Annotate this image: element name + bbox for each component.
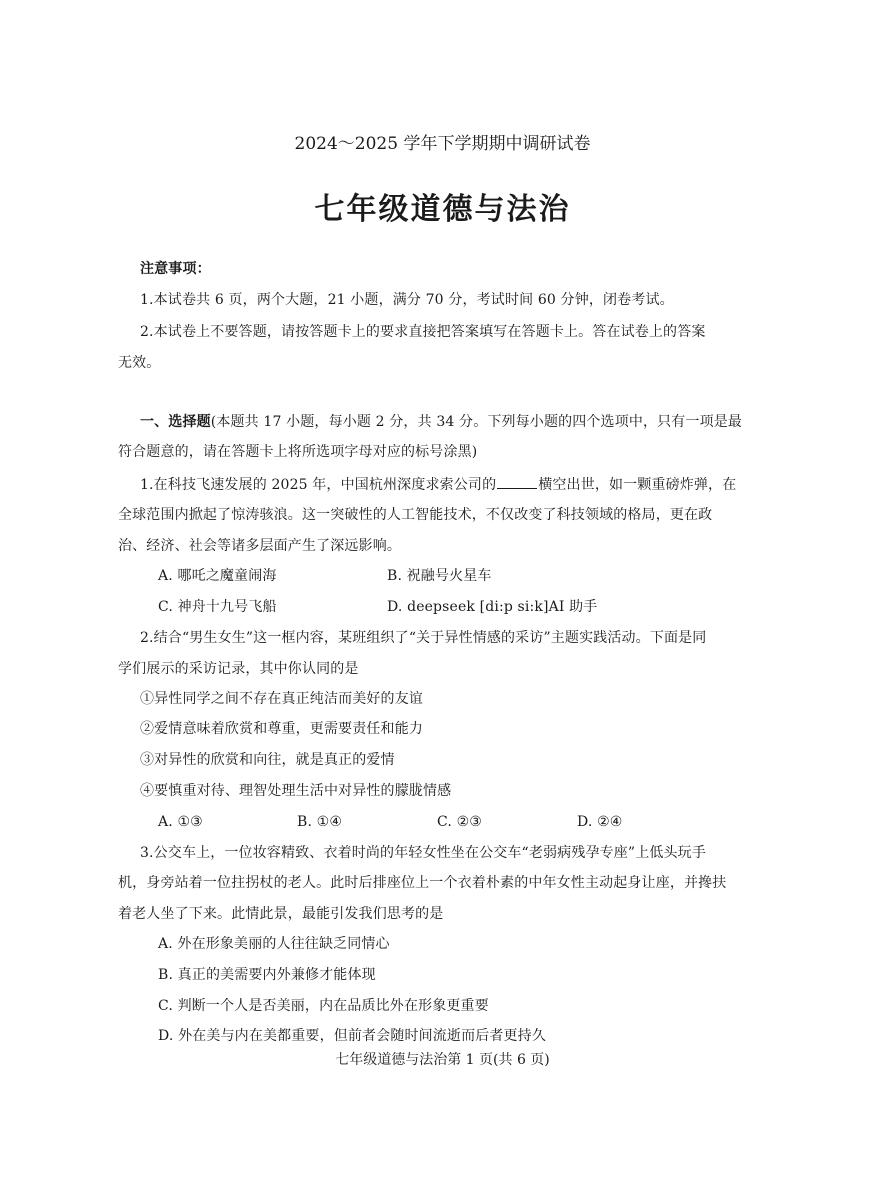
- section-1-instructions: (本题共 17 小题，每小题 2 分，共 34 分。下列每小题的四个选项中，只有一项是最: [210, 414, 743, 430]
- q2-option-a: A. ①③: [158, 814, 203, 830]
- q3-stem-line-2: 机，身旁站着一位拄拐杖的老人。此时后排座位上一个衣着朴素的中年女性主动起身让座，并搀扶: [118, 875, 727, 891]
- q2-statement-1: ①异性同学之间不存在真正纯洁而美好的友谊: [140, 691, 423, 707]
- q2-statement-4: ④要慎重对待、理智处理生活中对异性的朦胧情感: [140, 783, 452, 799]
- q1-option-b: B. 祝融号火星车: [387, 568, 492, 584]
- q3-option-d: D. 外在美与内在美都重要，但前者会随时间流逝而后者更持久: [158, 1028, 546, 1044]
- exam-subtitle: 2024～2025 学年下学期期中调研试卷: [294, 134, 591, 154]
- section-1-heading: [140, 412, 742, 432]
- q2-stem-line-1: 2.结合“男生女生”这一框内容，某班组织了“关于异性情感的采访”主题实践活动。下面是同: [140, 630, 707, 646]
- q3-stem-line-3: 着老人坐了下来。此情此景，最能引发我们思考的是: [118, 906, 444, 922]
- q1-stem-line-2: 全球范围内掀起了惊涛骇浪。这一突破性的人工智能技术，不仅改变了科技领域的格局，更在政: [118, 507, 713, 523]
- q1-option-c: C. 神舟十九号飞船: [158, 599, 277, 615]
- q1-option-a: A. 哪吒之魔童闹海: [158, 568, 277, 584]
- q1-option-d: D. deepseek [di:p si:k]AI 助手: [387, 599, 598, 615]
- notice-heading: 注意事项：: [140, 261, 211, 277]
- q2-statement-2: ②爱情意味着欣赏和尊重，更需要责任和能力: [140, 721, 423, 737]
- q2-option-d: D. ②④: [577, 814, 623, 830]
- section-1-label: 一、选择题: [140, 414, 211, 430]
- q1-stem-after-blank: 横空出世，如一颗重磅炸弹，在: [538, 477, 737, 493]
- q2-option-c: C. ②③: [437, 814, 482, 830]
- q3-option-c: C. 判断一个人是否美丽，内在品质比外在形象更重要: [158, 998, 489, 1014]
- q1-answer-blank: [497, 474, 537, 489]
- q2-option-b: B. ①④: [297, 814, 343, 830]
- notice-item-2-line-2: 无效。: [118, 355, 161, 371]
- q3-option-a: A. 外在形象美丽的人往往缺乏同情心: [158, 936, 390, 952]
- q3-stem-line-1: 3.公交车上，一位妆容精致、衣着时尚的年轻女性坐在公交车“老弱病残孕专座”上低头玩手: [140, 845, 706, 861]
- q3-option-b: B. 真正的美需要内外兼修才能体现: [158, 967, 376, 983]
- q1-stem-before-blank: 1.在科技飞速发展的 2025 年，中国杭州深度求索公司的: [140, 477, 497, 493]
- q1-stem-line-3: 治、经济、社会等诸多层面产生了深远影响。: [118, 538, 401, 554]
- exam-title: 七年级道德与法治: [314, 192, 571, 227]
- section-1-heading-line-2: 符合题意的，请在答题卡上将所选项字母对应的标号涂黑): [118, 444, 478, 460]
- page-footer: 七年级道德与法治第 1 页(共 6 页): [335, 1052, 550, 1068]
- q2-statement-3: ③对异性的欣赏和向往，就是真正的爱情: [140, 752, 395, 768]
- q2-stem-line-2: 学们展示的采访记录，其中你认同的是: [118, 661, 359, 677]
- notice-item-1: 1.本试卷共 6 页，两个大题，21 小题，满分 70 分，考试时间 60 分钟，闭卷考试。: [140, 292, 674, 308]
- q1-stem-line-1: [140, 474, 736, 495]
- notice-item-2-line-1: 2.本试卷上不要答题，请按答题卡上的要求直接把答案填写在答题卡上。答在试卷上的答案: [140, 324, 706, 340]
